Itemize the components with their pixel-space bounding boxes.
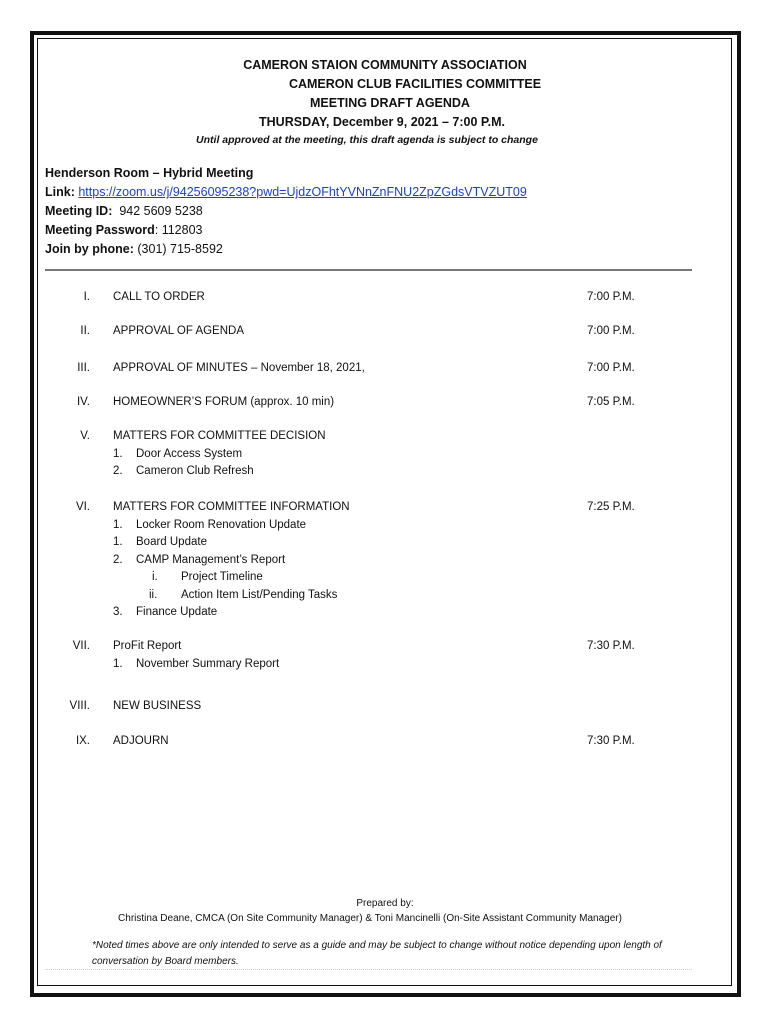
prepared-by-label: Prepared by: [356, 898, 414, 909]
phone-label: Join by phone: [45, 242, 134, 256]
agenda-item-number: II. [80, 325, 90, 337]
agenda-item-number: V. [80, 430, 90, 442]
times-note-cont: conversation by Board members. [92, 956, 239, 967]
sub-item-title: Action Item List/Pending Tasks [181, 589, 338, 601]
agenda-item-number: IV. [76, 396, 90, 408]
org-title: CAMERON STAION COMMUNITY ASSOCIATION [243, 58, 527, 72]
sub-item-title: Door Access System [136, 448, 243, 460]
agenda-item-number: III. [77, 362, 90, 374]
footer-divider [45, 969, 692, 970]
agenda-item-number: VIII. [69, 700, 90, 712]
sub-item-title: November Summary Report [136, 658, 280, 670]
agenda-item-number: VII. [72, 640, 90, 652]
agenda-item-title: ADJOURN [113, 735, 169, 747]
sub-item-number: i. [152, 571, 158, 583]
agenda-item-number: IX. [75, 735, 90, 747]
meeting-room: Henderson Room – Hybrid Meeting [45, 166, 254, 180]
agenda-item-time: 7:05 P.M. [587, 396, 635, 408]
agenda-item-title: HOMEOWNER’S FORUM (approx. 10 min) [113, 396, 335, 408]
prepared-by-names: Christina Deane, CMCA (On Site Community Manager) & Toni Mancinelli (On-Site Assistant Community Manager) [118, 913, 622, 924]
agenda-item-title: CALL TO ORDER [113, 291, 205, 303]
sub-item-number: 1. [113, 658, 123, 670]
times-note: *Noted times above are only intended to serve as a guide and may be subject to change without notice depending upon length of [92, 940, 662, 951]
agenda-item-number: VI. [75, 501, 90, 513]
zoom-link[interactable]: https://zoom.us/j/94256095238?pwd=UjdzOFhtYVNnZnFNU2ZpZGdsVTVZUT09 [78, 185, 527, 199]
agenda-item-time: 7:25 P.M. [587, 501, 635, 513]
agenda-item-number: I. [83, 291, 90, 303]
agenda-item-title: MATTERS FOR COMMITTEE DECISION [113, 430, 326, 442]
agenda-title: MEETING DRAFT AGENDA [310, 96, 470, 110]
password-label: Meeting Password [45, 223, 155, 237]
sub-item-number: 3. [113, 606, 123, 618]
sub-item-title: Finance Update [136, 606, 218, 618]
agenda-item-title: NEW BUSINESS [113, 700, 202, 712]
sub-item-title: Project Timeline [181, 571, 263, 583]
sub-item-number: 1. [113, 519, 123, 531]
agenda-item-time: 7:30 P.M. [587, 735, 635, 747]
sub-item-title: Locker Room Renovation Update [136, 519, 307, 531]
agenda-item-time: 7:30 P.M. [587, 640, 635, 652]
sub-item-title: Cameron Club Refresh [136, 465, 254, 477]
draft-note: Until approved at the meeting, this draft agenda is subject to change [196, 134, 538, 146]
sub-item-number: 1. [113, 448, 123, 460]
committee-title: CAMERON CLUB FACILITIES COMMITTEE [288, 77, 542, 91]
meeting-id: 942 5609 5238 [119, 204, 203, 218]
divider [45, 269, 692, 271]
meeting-date: THURSDAY, December 9, 2021 – 7:00 P.M. [259, 115, 505, 129]
sub-item-number: ii. [149, 589, 158, 601]
agenda-item-title: APPROVAL OF AGENDA [113, 325, 245, 337]
sub-item-title: CAMP Management’s Report [136, 554, 286, 566]
phone: (301) 715-8592 [137, 242, 223, 256]
sub-item-number: 1. [113, 536, 123, 548]
agenda-item-title: MATTERS FOR COMMITTEE INFORMATION [113, 501, 350, 513]
password: : 112803 [154, 223, 203, 237]
agenda-item-title: ProFit Report [113, 640, 182, 652]
link-label: Link: [45, 185, 75, 199]
agenda-item-time: 7:00 P.M. [587, 325, 635, 337]
sub-item-title: Board Update [136, 536, 207, 548]
agenda-item-time: 7:00 P.M. [587, 291, 635, 303]
sub-item-number: 2. [113, 554, 123, 566]
agenda-item-title: APPROVAL OF MINUTES – November 18, 2021, [113, 362, 365, 374]
meeting-id-label: Meeting ID: [45, 204, 113, 218]
sub-item-number: 2. [113, 465, 123, 477]
agenda-item-time: 7:00 P.M. [587, 362, 635, 374]
